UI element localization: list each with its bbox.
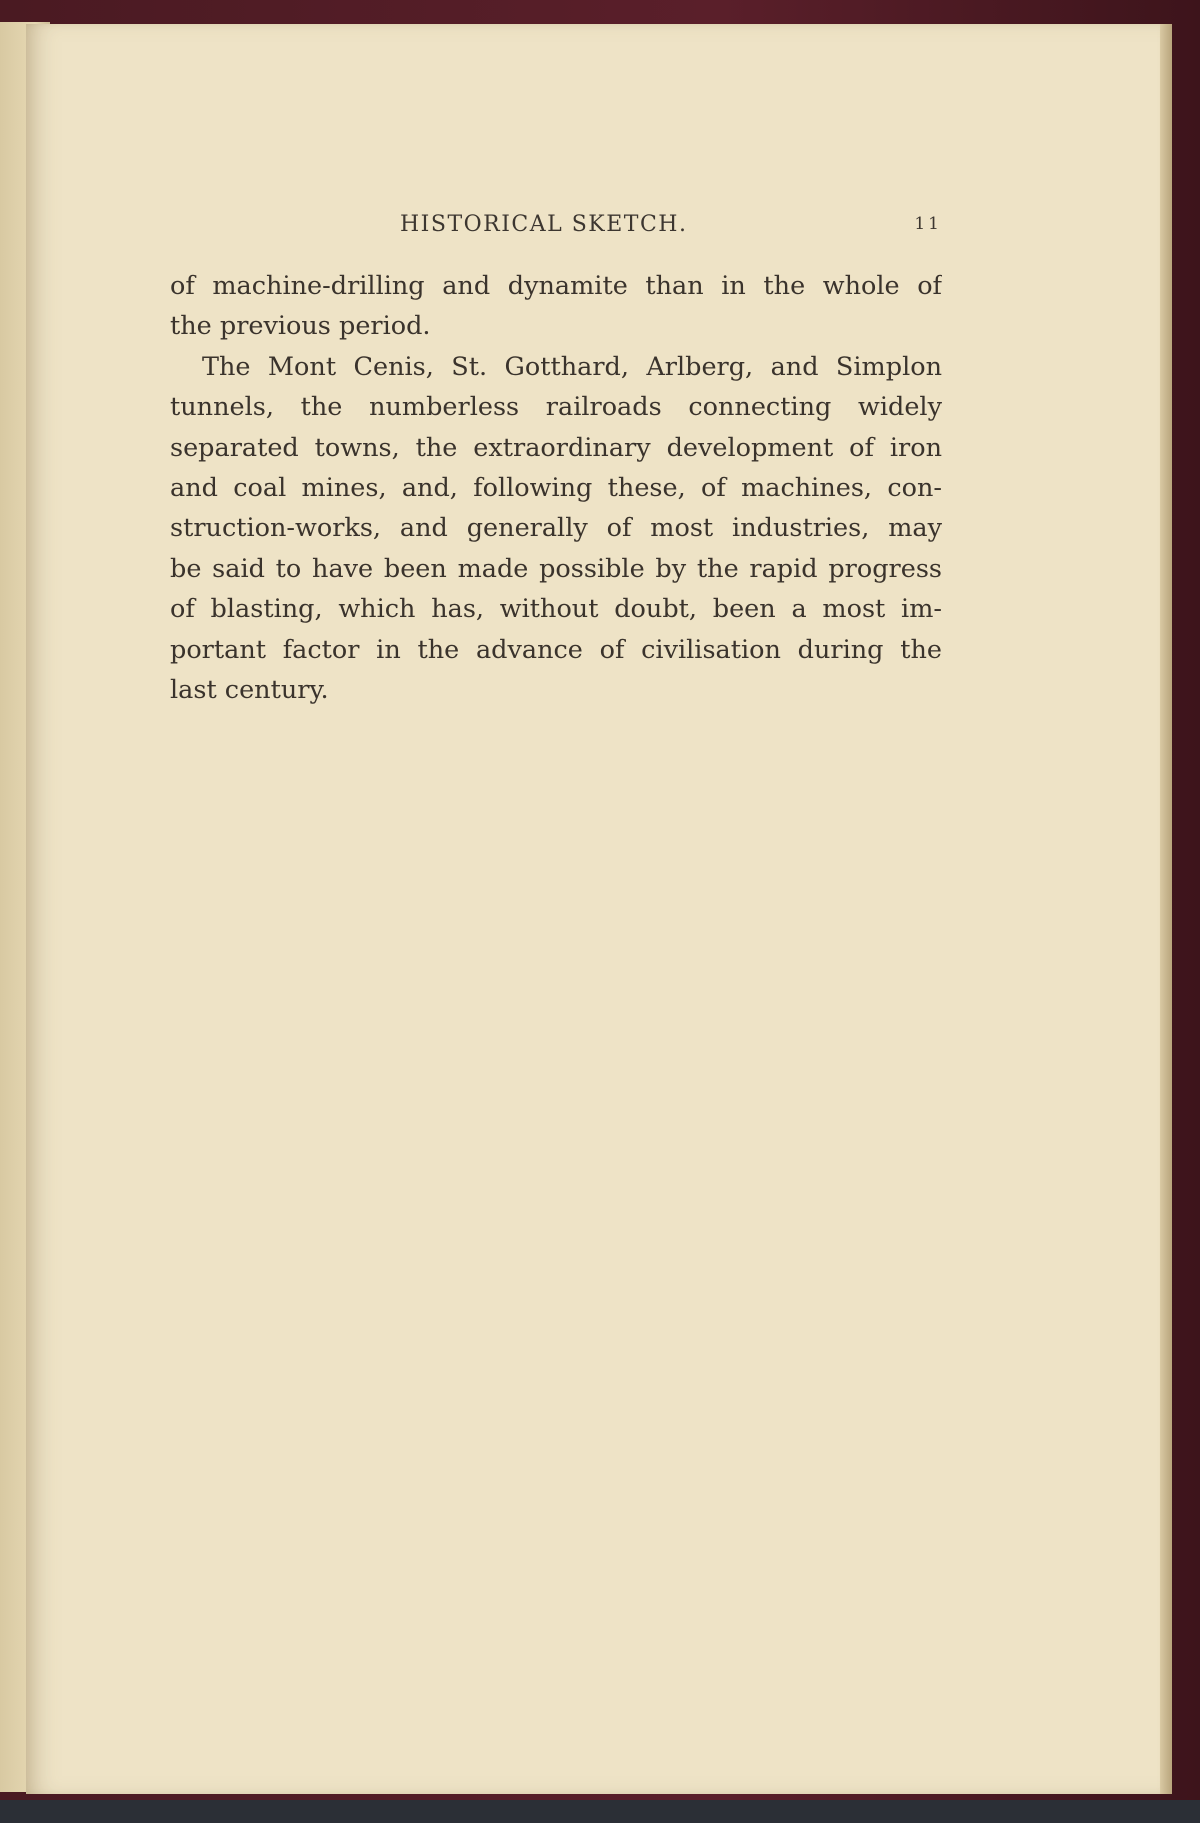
page-number: 11 (914, 214, 942, 234)
scan-background-strip (0, 1800, 1200, 1823)
text-line: tunnels, the numberless railroads connecting widely (170, 392, 942, 423)
text-line: struction-works, and generally of most industries, may (170, 513, 942, 544)
page-stack-edge (1160, 24, 1172, 1794)
text-line: separated towns, the extraordinary development of iron (170, 432, 942, 463)
text-line: The Mont Cenis, St. Gotthard, Arlberg, and Simplon (202, 351, 942, 382)
text-line: the previous period. (170, 311, 431, 342)
text-line: portant factor in the advance of civilisation during the (170, 634, 942, 665)
text-line: last century. (170, 674, 329, 705)
text-line: be said to have been made possible by the rapid progress (170, 553, 942, 584)
running-head (170, 212, 942, 244)
text-line: of blasting, which has, without doubt, been a most im- (170, 594, 942, 625)
body-text (170, 266, 942, 710)
running-head-title: HISTORICAL SKETCH. (400, 212, 688, 237)
text-line: of machine-drilling and dynamite than in the whole of (170, 271, 942, 301)
text-line: and coal mines, and, following these, of machines, con- (170, 472, 942, 503)
